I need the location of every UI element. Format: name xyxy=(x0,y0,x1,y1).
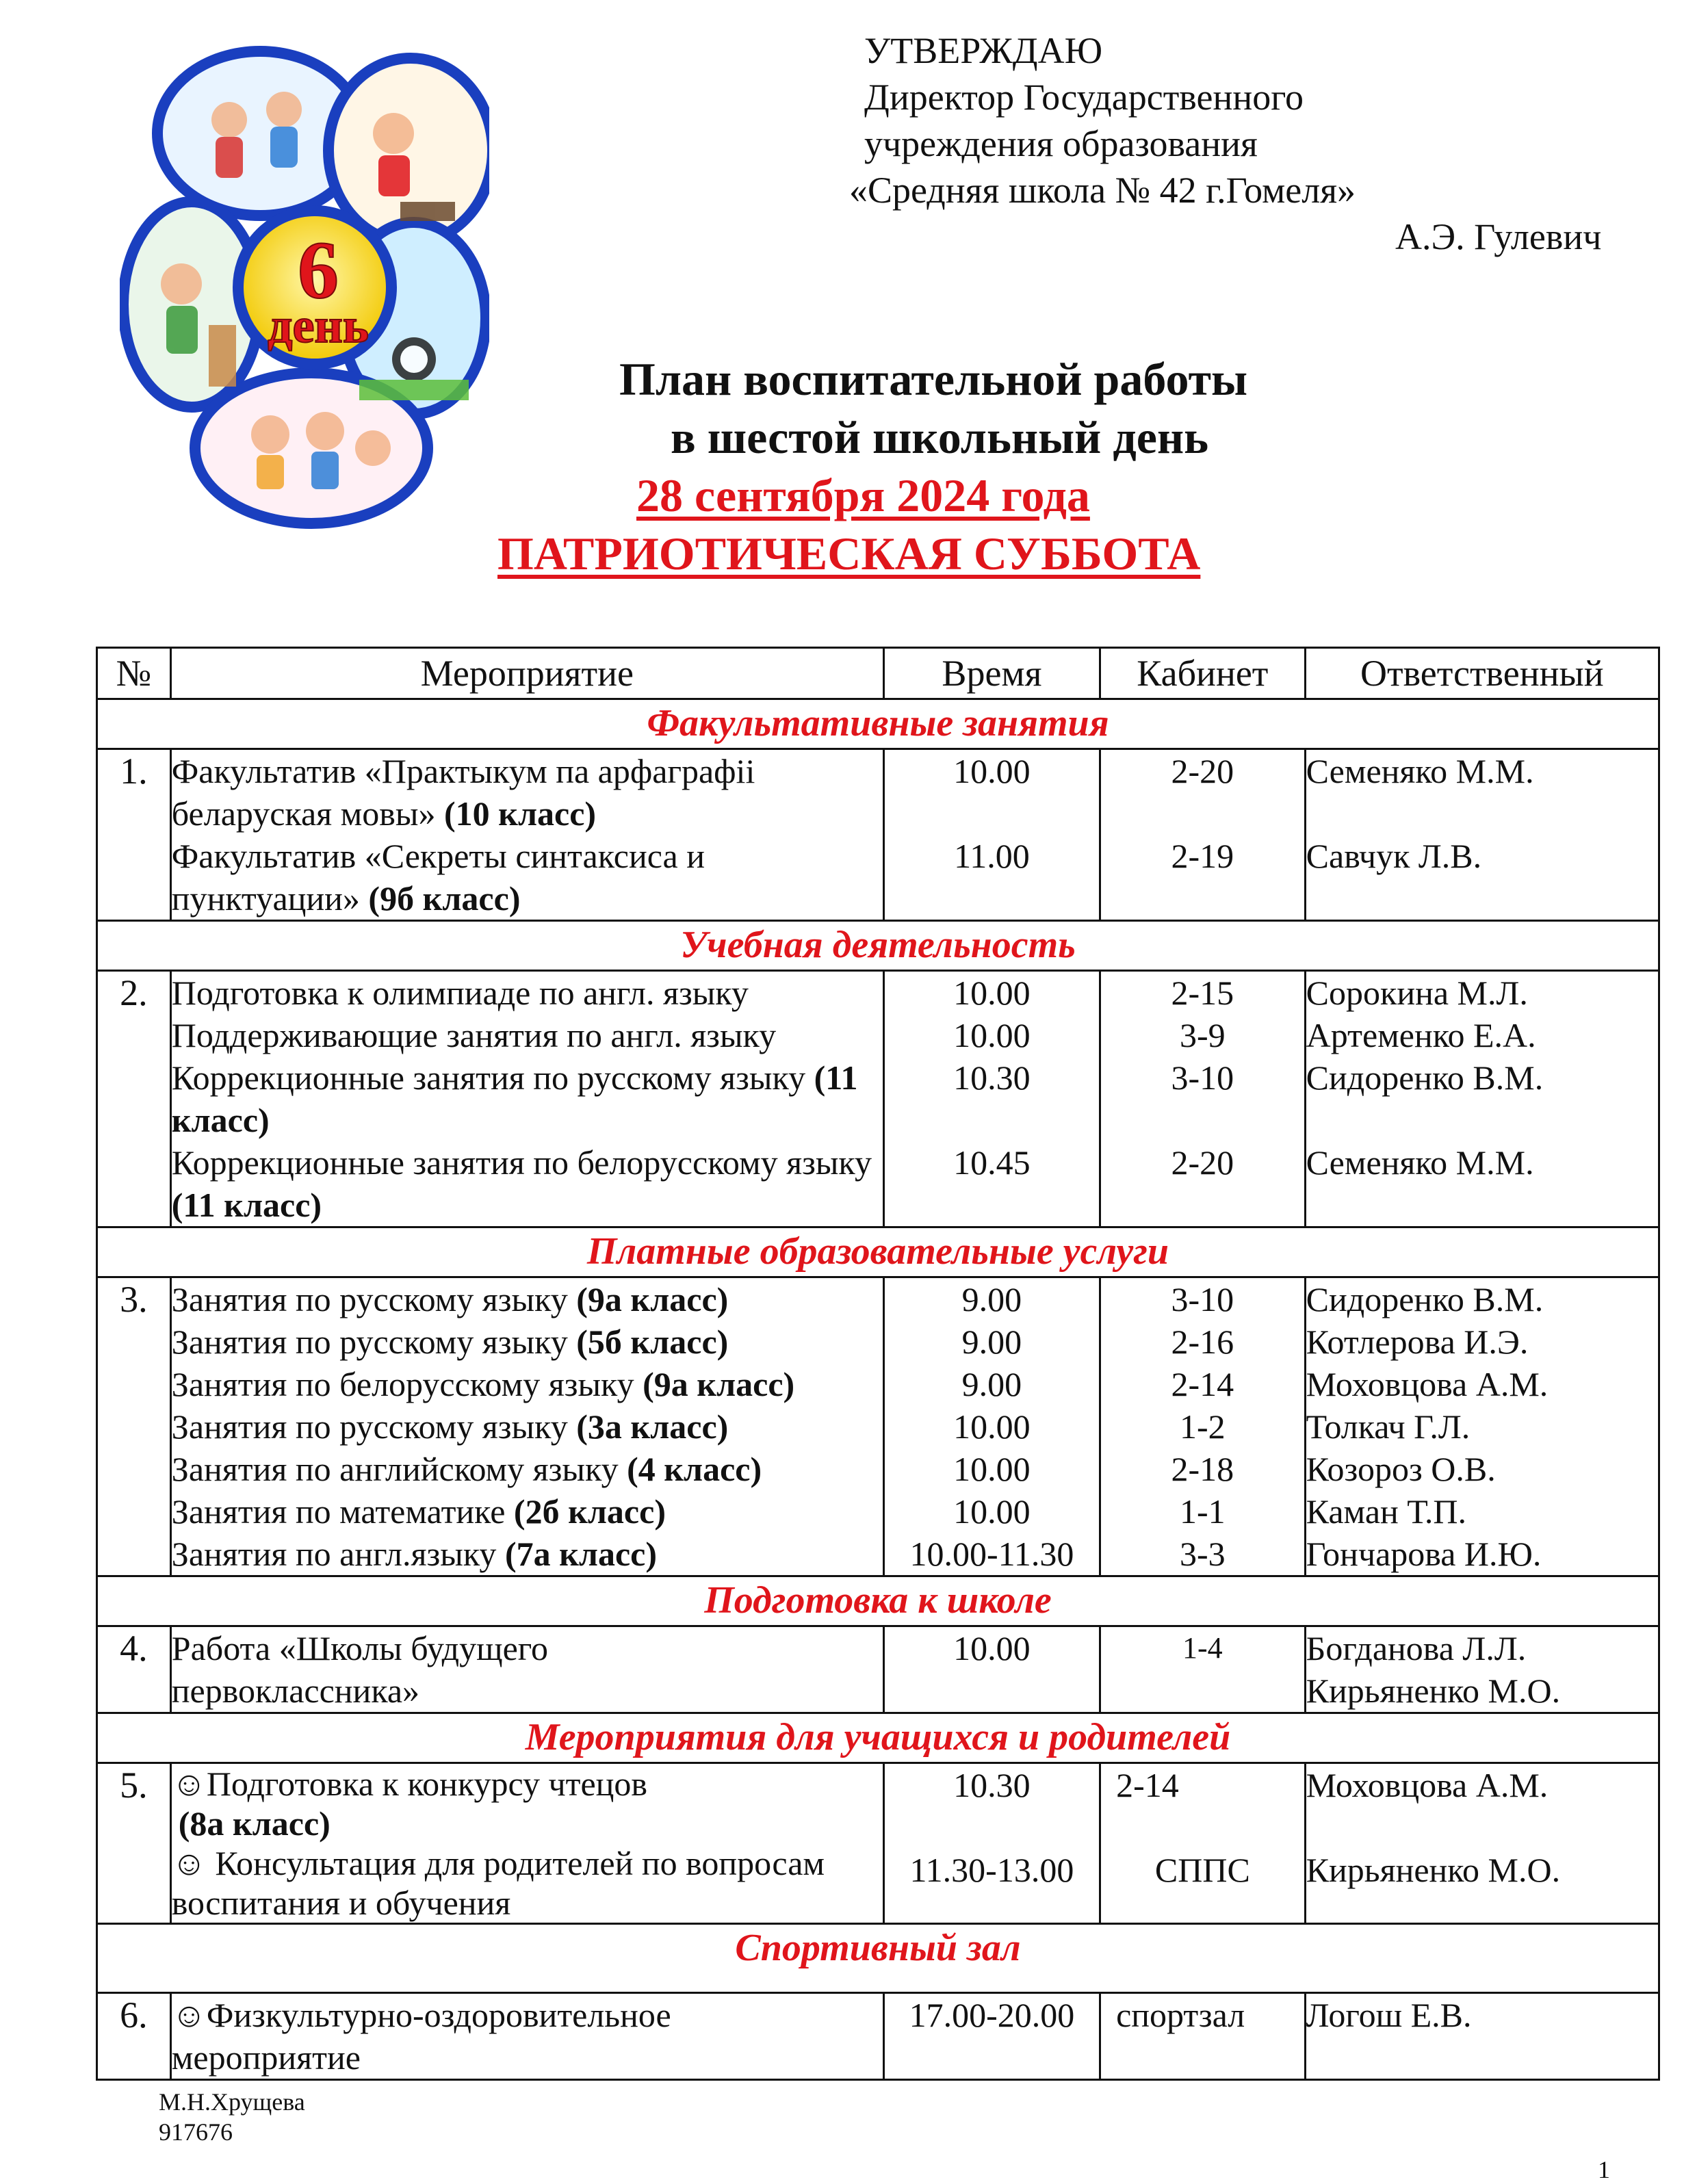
event-time: 9.00 xyxy=(961,1365,1022,1403)
flower-logo xyxy=(120,38,489,530)
event-room: 3-9 xyxy=(1180,1016,1226,1054)
event-text: Подготовка к олимпиаде по англ. языку xyxy=(171,974,749,1012)
event-responsible: Моховцова А.М. xyxy=(1306,1365,1549,1403)
event-text: Поддерживающие занятия по англ. языку xyxy=(171,1016,777,1054)
time-cell xyxy=(883,749,1100,921)
event-time: 10.00 xyxy=(953,1450,1031,1488)
row-number: 2. xyxy=(97,971,171,1227)
page-number: 1 xyxy=(1598,2156,1610,2183)
event-room: 2-19 xyxy=(1171,837,1234,875)
responsible-cell xyxy=(1305,971,1659,1227)
event-time: 11.30-13.00 xyxy=(909,1851,1074,1889)
event-text: Занятия по русскому языку xyxy=(171,1323,577,1361)
footer-phone: 917676 xyxy=(159,2118,233,2146)
event-class: (7а класс) xyxy=(504,1535,657,1573)
event-responsible: Семеняко М.М. xyxy=(1306,752,1534,790)
event-room: 2-15 xyxy=(1171,974,1234,1012)
event-cell xyxy=(170,1763,883,1924)
responsible-cell xyxy=(1305,1993,1659,2080)
event-responsible: Савчук Л.В. xyxy=(1306,837,1482,875)
plan-date: 28 сентября 2024 года xyxy=(636,469,1090,521)
event-time: 10.30 xyxy=(953,1058,1031,1097)
event-room: 2-14 xyxy=(1171,1365,1234,1403)
time-cell xyxy=(883,1626,1100,1713)
event-cell xyxy=(170,1993,883,2080)
event-text: ☺Физкультурно-оздоровительное мероприятие xyxy=(171,1996,671,2077)
room-cell xyxy=(1100,1277,1306,1576)
event-responsible: Толкач Г.Л. xyxy=(1306,1407,1471,1446)
event-text: Факультатив «Практыкум па арфаграфіі беларуская мовы» xyxy=(171,752,755,833)
table-row xyxy=(97,749,1659,921)
event-room: 1-1 xyxy=(1180,1492,1226,1531)
event-text: Работа «Школы будущего первоклассника» xyxy=(171,1629,549,1710)
event-room: 2-14 xyxy=(1116,1766,1179,1804)
header-room: Кабинет xyxy=(1100,648,1306,699)
event-room: 2-16 xyxy=(1171,1323,1234,1361)
section-title: Подготовка к школе xyxy=(97,1576,1659,1626)
event-text: ☺ Консультация для родителей по вопросам воспитания и обучения xyxy=(171,1844,825,1922)
event-time: 9.00 xyxy=(961,1323,1022,1361)
plan-theme: ПАТРИОТИЧЕСКАЯ СУББОТА xyxy=(497,528,1201,580)
header-responsible: Ответственный xyxy=(1305,648,1659,699)
table-row xyxy=(97,1626,1659,1713)
event-room: 1-4 xyxy=(1182,1631,1223,1665)
event-text: Занятия по англ.языку xyxy=(171,1535,505,1573)
event-time: 10.45 xyxy=(953,1143,1031,1182)
event-room: 3-3 xyxy=(1180,1535,1226,1573)
event-time: 10.00 xyxy=(953,1629,1031,1667)
event-class: (9а класс) xyxy=(576,1280,729,1318)
time-cell xyxy=(883,971,1100,1227)
table-header-row xyxy=(97,648,1659,699)
responsible-cell xyxy=(1305,1626,1659,1713)
event-time: 17.00-20.00 xyxy=(909,1996,1075,2034)
event-class: (9б класс) xyxy=(368,879,521,918)
room-cell xyxy=(1100,1626,1306,1713)
event-cell xyxy=(170,971,883,1227)
event-class: (2б класс) xyxy=(513,1492,666,1531)
event-text: ☺Подготовка к конкурсу чтецов xyxy=(171,1765,648,1803)
row-number: 1. xyxy=(97,749,171,921)
event-responsible: Артеменко Е.А. xyxy=(1306,1016,1536,1054)
event-text: Коррекционные занятия по русскому языку xyxy=(171,1058,814,1097)
section-title: Факультативные занятия xyxy=(97,699,1659,749)
footer-author: М.Н.Хрущева xyxy=(159,2088,305,2116)
event-responsible: Логош Е.В. xyxy=(1306,1996,1472,2034)
event-room: 2-20 xyxy=(1171,752,1234,790)
time-cell xyxy=(883,1277,1100,1576)
approval-line: УТВЕРЖДАЮ xyxy=(864,30,1103,71)
row-number: 6. xyxy=(97,1993,171,2080)
page-title: План воспитательной работы xyxy=(619,353,1248,405)
event-class: (11 класс) xyxy=(171,1058,858,1139)
event-time: 11.00 xyxy=(954,837,1030,875)
event-time: 10.00 xyxy=(953,1407,1031,1446)
row-number: 3. xyxy=(97,1277,171,1576)
event-responsible: Кирьяненко М.О. xyxy=(1306,1672,1561,1710)
event-cell xyxy=(170,749,883,921)
responsible-cell xyxy=(1305,1763,1659,1924)
header-time: Время xyxy=(883,648,1100,699)
event-class: (9а класс) xyxy=(643,1365,795,1403)
event-room: 3-10 xyxy=(1171,1280,1234,1318)
event-time: 10.00 xyxy=(953,974,1031,1012)
row-number: 5. xyxy=(97,1763,171,1924)
approval-signer: А.Э. Гулевич xyxy=(1395,216,1602,257)
section-title: Учебная деятельность xyxy=(97,921,1659,971)
event-time: 10.00 xyxy=(953,1492,1031,1531)
event-responsible: Кирьяненко М.О. xyxy=(1306,1851,1561,1889)
approval-line: Директор Государственного xyxy=(864,77,1304,118)
event-class: (10 класс) xyxy=(443,794,597,833)
room-cell xyxy=(1100,971,1306,1227)
plan-table xyxy=(96,647,1660,2081)
table-row xyxy=(97,1993,1659,2080)
logo-word: день xyxy=(268,298,369,353)
event-text: Занятия по белорусскому языку xyxy=(171,1365,643,1403)
event-text: Занятия по математике xyxy=(171,1492,514,1531)
event-responsible: Гончарова И.Ю. xyxy=(1306,1535,1542,1573)
event-responsible: Каман Т.П. xyxy=(1306,1492,1466,1531)
event-responsible: Сидоренко В.М. xyxy=(1306,1280,1544,1318)
time-cell xyxy=(883,1763,1100,1924)
time-cell xyxy=(883,1993,1100,2080)
event-room: 3-10 xyxy=(1171,1058,1234,1097)
event-text: Занятия по русскому языку xyxy=(171,1407,577,1446)
event-room: 2-20 xyxy=(1171,1143,1234,1182)
event-responsible: Сорокина М.Л. xyxy=(1306,974,1528,1012)
header-num: № xyxy=(97,648,171,699)
event-time: 10.30 xyxy=(953,1766,1031,1804)
approval-line: «Средняя школа № 42 г.Гомеля» xyxy=(849,170,1356,211)
event-responsible: Моховцова А.М. xyxy=(1306,1766,1549,1804)
event-class: (5б класс) xyxy=(576,1323,729,1361)
page-subtitle: в шестой школьный день xyxy=(671,411,1209,463)
event-text: Занятия по английскому языку xyxy=(171,1450,627,1488)
event-class: (11 класс) xyxy=(171,1186,322,1224)
table-row xyxy=(97,971,1659,1227)
table-row xyxy=(97,1763,1659,1924)
row-number: 4. xyxy=(97,1626,171,1713)
event-class: (4 класс) xyxy=(627,1450,762,1488)
section-title: Спортивный зал xyxy=(97,1924,1659,1993)
section-title: Платные образовательные услуги xyxy=(97,1227,1659,1277)
room-cell xyxy=(1100,1763,1306,1924)
event-text: Занятия по русскому языку xyxy=(171,1280,577,1318)
event-time: 10.00 xyxy=(953,1016,1031,1054)
event-time: 9.00 xyxy=(961,1280,1022,1318)
footer xyxy=(159,2087,305,2147)
event-room: СППС xyxy=(1154,1851,1250,1889)
event-cell xyxy=(170,1626,883,1713)
event-responsible: Семеняко М.М. xyxy=(1306,1143,1534,1182)
responsible-cell xyxy=(1305,1277,1659,1576)
room-cell xyxy=(1100,1993,1306,2080)
section-title: Мероприятия для учащихся и родителей xyxy=(97,1713,1659,1763)
event-responsible: Богданова Л.Л. xyxy=(1306,1629,1527,1667)
event-text: Коррекционные занятия по белорусскому языку xyxy=(171,1143,872,1182)
header-event: Мероприятие xyxy=(170,648,883,699)
responsible-cell xyxy=(1305,749,1659,921)
event-text: Факультатив «Секреты синтаксиса и пунктуации» xyxy=(171,837,705,918)
event-responsible: Сидоренко В.М. xyxy=(1306,1058,1544,1097)
event-class: (8а класс) xyxy=(178,1804,331,1843)
event-time: 10.00-11.30 xyxy=(909,1535,1074,1573)
event-class: (3а класс) xyxy=(576,1407,729,1446)
event-room: 1-2 xyxy=(1180,1407,1226,1446)
event-cell xyxy=(170,1277,883,1576)
event-responsible: Козороз О.В. xyxy=(1306,1450,1496,1488)
approval-block xyxy=(849,27,1602,260)
table-row xyxy=(97,1277,1659,1576)
event-room: спортзал xyxy=(1116,1996,1245,2034)
room-cell xyxy=(1100,749,1306,921)
event-time: 10.00 xyxy=(953,752,1031,790)
event-room: 2-18 xyxy=(1171,1450,1234,1488)
approval-line: учреждения образования xyxy=(864,123,1258,164)
logo-number: 6 xyxy=(298,224,339,315)
event-responsible: Котлерова И.Э. xyxy=(1306,1323,1529,1361)
